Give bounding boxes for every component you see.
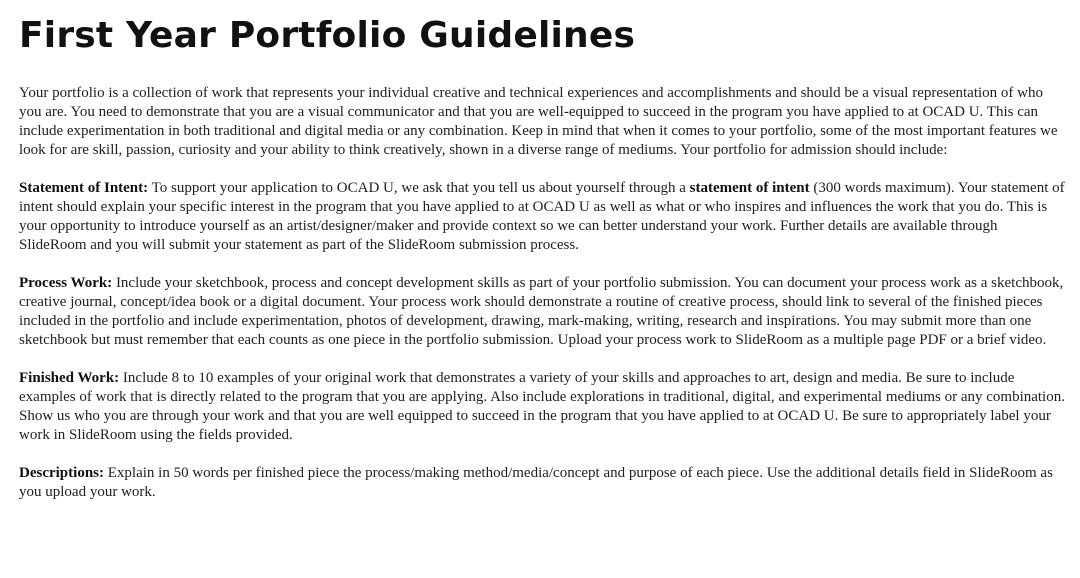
process-work-paragraph (19, 274, 1066, 350)
finished-work-paragraph (19, 369, 1066, 445)
page-title: First Year Portfolio Guidelines (19, 15, 636, 56)
finished-work-text: Include 8 to 10 examples of your original work that demonstrates a variety of your skills and approaches to art, design and media. Be sure to include examples of work that is directly related to the program that you are applying. Also include explorations in traditional, digital, and experimental mediums or any combination. Show us who you are through your work and that you are well equipped to succeed in the program that you have applied to at OCAD U. Be sure to appropriately label your work in SlideRoom using the fields provided. (19, 370, 1065, 443)
statement-text-a: To support your application to OCAD U, we ask that you tell us about yourself through a (148, 180, 690, 196)
descriptions-paragraph (19, 464, 1066, 502)
descriptions-text: Explain in 50 words per finished piece the process/making method/media/concept and purpose of each piece. Use the additional details field in SlideRoom as you upload your work. (19, 465, 1053, 500)
descriptions-label: Descriptions: (19, 465, 104, 481)
intro-paragraph: Your portfolio is a collection of work that represents your individual creative and technical experiences and accomplishments and should be a visual representation of who you are. You need to demonstrate that you are a visual communicator and that you are well-equipped to succeed in the program you have applied to at OCAD U. This can include experimentation in both traditional and digital media or any combination. Keep in mind that when it comes to your portfolio, some of the most important features we look for are skill, passion, curiosity and your ability to think creatively, shown in a diverse range of mediums. Your portfolio for admission should include: (19, 85, 1058, 158)
process-work-label: Process Work: (19, 275, 113, 291)
statement-of-intent-paragraph (19, 179, 1066, 255)
process-work-text: Include your sketchbook, process and concept development skills as part of your portfolio submission. You can document your process work as a sketchbook, creative journal, concept/idea book or a digital document. Your process work should demonstrate a routine of creative process, should link to several of the finished pieces included in the portfolio and include experimentation, photos of development, drawing, mark-making, writing, research and inspirations. You may submit more than one sketchbook but must remember that each counts as one piece in the portfolio submission. Upload your process work to SlideRoom as a multiple page PDF or a brief video. (19, 275, 1064, 348)
statement-text-b: (300 words maximum). Your statement of intent should explain your specific interest in the program that you have applied to at OCAD U as well as what or who inspires and influences the work that you do. This is your opportunity to introduce yourself as an artist/designer/maker and provide context so we can better understand your work. Further details are available through SlideRoom and you will submit your statement as part of the SlideRoom submission process. (19, 180, 1065, 253)
finished-work-label: Finished Work: (19, 370, 120, 386)
statement-bold-phrase: statement of intent (689, 180, 810, 196)
statement-of-intent-label: Statement of Intent: (19, 180, 149, 196)
